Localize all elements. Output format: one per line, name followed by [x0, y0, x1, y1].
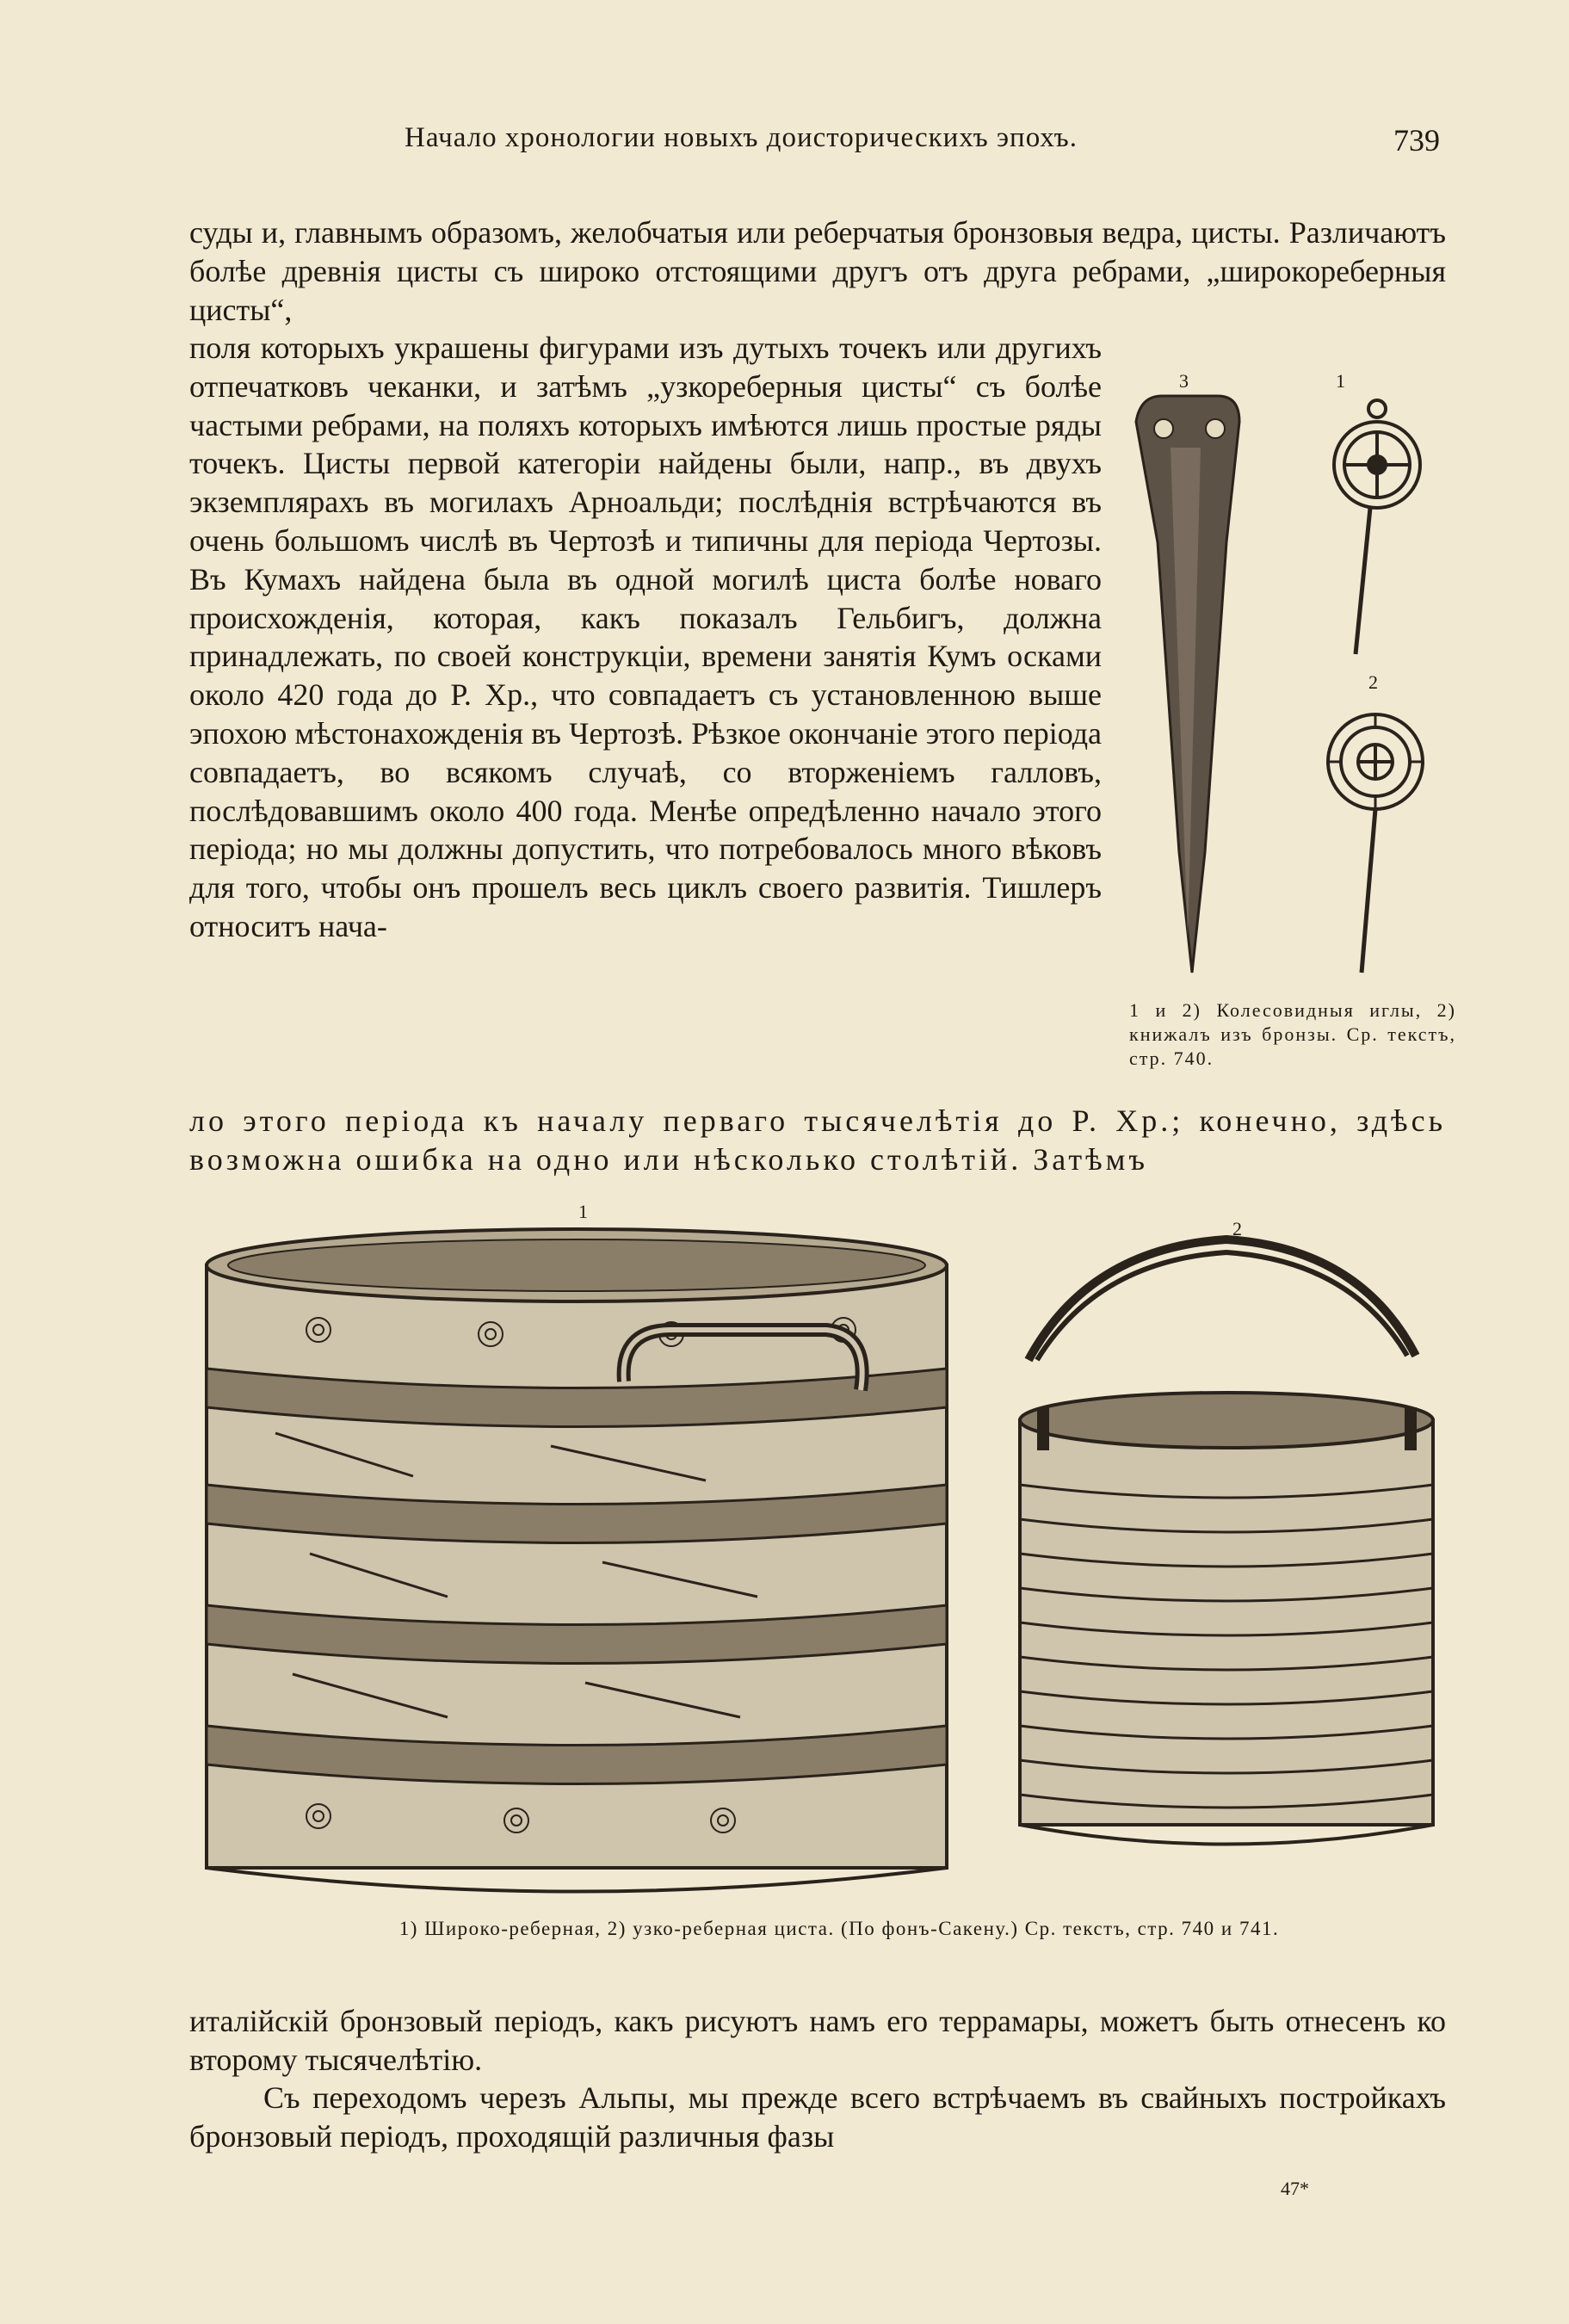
running-header: [189, 122, 1440, 165]
cistae-illustration: [189, 1201, 1446, 1907]
paragraph-2: италійскій бронзовый періодъ, какъ рисуютъ намъ его террамары, можетъ быть отнесенъ ко второму тысячелѣтію.: [189, 2004, 1446, 2077]
paragraph-1-wrapped: поля которыхъ украшены фигурами изъ дутыхъ точекъ или другихъ отпечатковъ чеканки, и затѣмъ „узкореберныя цисты“ съ болѣе частыми ребрами, на поляхъ которыхъ имѣются лишь простые ряды точекъ. Цисты первой категоріи найдены были, напр., въ двухъ экземплярахъ въ могилахъ Арноальди; послѣднія встрѣчаются въ очень большомъ числѣ въ Чертозѣ и типичны для періода Чертозы. Въ Кумахъ найдена была въ одной могилѣ циста болѣе новаго происхожденія, которая, какъ показалъ Гельбигъ, должна принадлежать, по своей конструкціи, времени занятія Кумъ осками около 420 года до Р. Хр., что совпадаетъ съ установленною выше эпохою мѣстонахожденія въ Чертозѣ. Рѣзкое окончаніе этого періода совпадаетъ, во всякомъ случаѣ, со вторженіемъ галловъ, послѣдовавшимъ около 400 года. Менѣе опредѣленно начало этого періода; но мы должны допустить, что потребовалось много вѣковъ для того, чтобы онъ прошелъ весь циклъ своего развитія. Тишлеръ относитъ нача-: [189, 331, 1102, 943]
dagger-drawing: [1136, 396, 1239, 973]
paragraph-1-full-width: суды и, главнымъ образомъ, желобчатыя или реберчатыя бронзовыя ведра, цисты. Различаютъ болѣе древнія цисты съ широко отстоящими другъ отъ друга ребрами, „широкореберныя цисты“,: [189, 215, 1446, 327]
wheel-pin-1-drawing: [1334, 400, 1420, 654]
paragraph-1-tail: ло этого періода къ началу перваго тысячелѣтія до Р. Хр.; конечно, здѣсь возможна ошибка на одно или нѣсколько столѣтій. Затѣмъ: [189, 1103, 1446, 1177]
figure-label-dagger: 3: [1179, 370, 1189, 392]
page-number: 739: [1393, 123, 1440, 158]
figure-label-pin-1: 1: [1336, 370, 1345, 392]
figure-bottom-caption: 1) Широко-реберная, 2) узко-реберная циста. (По фонъ-Сакену.) Ср. текстъ, стр. 740 и 741.: [398, 1918, 1280, 1939]
figure-top-caption: 1 и 2) Колесовидныя иглы, 2) книжалъ изъ бронзы. Ср. текстъ, стр. 740.: [1129, 999, 1456, 1069]
figure-label-pin-2: 2: [1368, 671, 1378, 693]
figure-label-cista-2: 2: [1232, 1218, 1242, 1239]
figure-cistae: [189, 1201, 1446, 1907]
wheel-pin-2-drawing: [1328, 714, 1423, 973]
figure-dagger-pins: [1119, 370, 1463, 990]
wide-ribbed-cista-drawing: [207, 1229, 947, 1892]
header-title: Начало хронологии новыхъ доисторическихъ эпохъ.: [405, 122, 1078, 153]
signature-mark: 47*: [1281, 2178, 1309, 2199]
narrow-ribbed-cista-drawing: [1020, 1239, 1433, 1845]
figure-label-cista-1: 1: [578, 1201, 588, 1222]
dagger-pins-illustration: [1119, 370, 1463, 990]
paragraph-3: Съ переходомъ черезъ Альпы, мы прежде всего встрѣчаемъ въ свайныхъ постройкахъ бронзовый періодъ, проходящій различныя фазы: [189, 2080, 1446, 2154]
